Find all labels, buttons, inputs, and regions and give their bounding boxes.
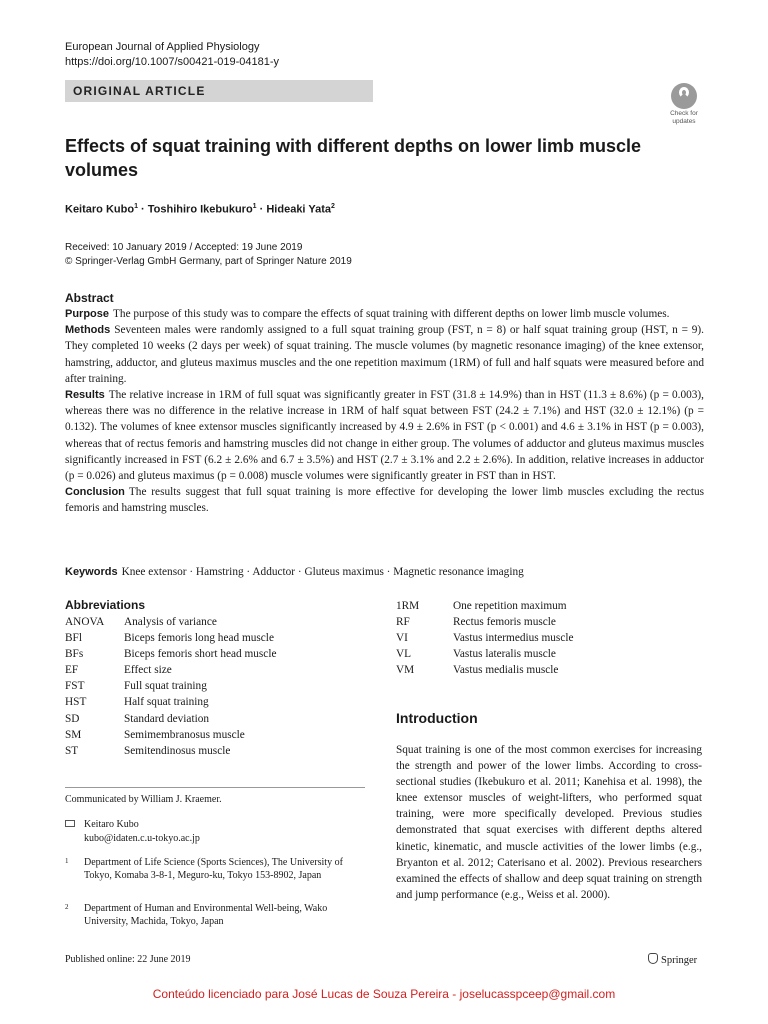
author-name[interactable]: Toshihiro Ikebukuro: [147, 203, 253, 216]
abbreviation-definition: Standard deviation: [124, 712, 210, 725]
abstract-section-text: The results suggest that full squat training is more effective for developing the lower limb muscles excluding the rectus femoris and hamstring muscles.: [65, 486, 704, 515]
corresponding-author: [65, 818, 200, 845]
abbreviations-list-right: [396, 598, 716, 678]
abstract-results: [65, 387, 704, 484]
keywords-label: Keywords: [65, 566, 118, 578]
abbreviation-row: [65, 727, 365, 743]
abbreviation-row: [396, 614, 716, 630]
abstract-purpose: [65, 306, 704, 322]
abbreviation-row: [65, 743, 365, 759]
introduction-body: Squat training is one of the most common exercises for increasing the strength and power of the lower limbs. According to cross-sectional studies (Ikebukuro et al. 2011; Kanehisa et al. 1998), the knee extensor muscles of weight-lifters, who performed squat training, were more specifically developed. Previous studies demonstrated that squat exercises with different depths altered kinetic, kinematic, and muscle activities of the lower limbs (e.g., Bryanton et al. 2012; Caterisano et al. 2002). Previous researchers examined the effects of shallow and deep squat training on strength and jump performance (e.g., Weiss et al. 2000).: [396, 744, 702, 901]
abbreviation-term: SM: [65, 728, 82, 741]
author-name[interactable]: Hideaki Yata: [266, 203, 331, 216]
author-name[interactable]: Keitaro Kubo: [65, 203, 135, 216]
keywords-text: Knee extensor · Hamstring · Adductor · Gluteus maximus · Magnetic resonance imaging: [121, 566, 524, 578]
footnote-divider: [65, 787, 365, 788]
abbreviation-definition: Analysis of variance: [124, 616, 217, 628]
abbreviation-definition: Biceps femoris short head muscle: [124, 648, 277, 661]
check-for-updates-badge[interactable]: [664, 83, 704, 125]
abbreviation-term: ST: [65, 744, 79, 757]
author-affiliation-ref: 1: [134, 203, 138, 210]
abstract-methods: [65, 322, 704, 387]
doi-link[interactable]: https://doi.org/10.1007/s00421-019-04181-y: [65, 56, 280, 68]
received-accepted-dates: Received: 10 January 2019 / Accepted: 19 June 2019: [65, 242, 303, 253]
affiliation-number: 2: [65, 903, 69, 911]
abstract-conclusion: [65, 484, 704, 516]
affiliation-text: Department of Life Science (Sports Sciences), The University of Tokyo, Komaba 3-8-1, Meguro-ku, Tokyo 153-8902, Japan: [84, 857, 343, 881]
copyright-notice: © Springer-Verlag GmbH Germany, part of Springer Nature 2019: [65, 256, 352, 267]
abbreviation-row: [396, 646, 716, 662]
abbreviation-definition: Vastus lateralis muscle: [453, 648, 556, 661]
abbreviation-row: [65, 711, 365, 727]
affiliation-number: 1: [65, 857, 69, 865]
abbreviation-term: VL: [396, 648, 412, 661]
abstract-section-text: The relative increase in 1RM of full squat was significantly greater in FST (31.8 ± 14.9%) than in HST (11.3 ± 8.6%) (p = 0.003), whereas there was no difference in the relative increase in 1RM of half squat between FST (24.2 ± 7.1%) and HST (32.0 ± 12.1%) (p = 0.132). The volumes of knee extensor muscles significantly increased by 4.9 ± 2.6% in FST (p < 0.001) and 4.6 ± 3.1% in HST (p = 0.003), whereas that of rectus femoris and hamstring muscles did not change in either group. The volumes of adductor and gluteus maximus muscles significantly increased in FST (6.2 ± 2.6% and 6.7 ± 3.5%) and HST (2.7 ± 3.1% and 2.2 ± 2.6%). In addition, relative increases in adductor (p = 0.026) and gluteus maximus (p = 0.008) muscle volumes were significantly greater in FST than in HST.: [65, 389, 704, 483]
abbreviation-term: BFs: [65, 648, 84, 661]
affiliation-2: [65, 903, 364, 928]
abbreviation-definition: Half squat training: [124, 696, 209, 709]
author-separator: ·: [256, 203, 267, 216]
communicated-by: Communicated by William J. Kraemer.: [65, 794, 222, 805]
envelope-icon: [65, 820, 75, 827]
author-separator: ·: [137, 203, 148, 216]
abbreviation-row: [65, 694, 365, 710]
abbreviation-term: RF: [396, 616, 410, 629]
abbreviation-term: FST: [65, 680, 85, 693]
abstract-section-label: Methods: [65, 324, 111, 337]
corresponding-author-email[interactable]: kubo@idaten.c.u-tokyo.ac.jp: [84, 832, 200, 844]
article-title: Effects of squat training with different depths on lower limb muscle volumes: [65, 136, 642, 180]
abbreviation-term: ANOVA: [65, 616, 105, 628]
author-list: [65, 203, 335, 216]
abbreviation-definition: Vastus intermedius muscle: [453, 632, 574, 645]
corresponding-author-name: Keitaro Kubo: [84, 819, 139, 830]
abstract-body: [65, 306, 704, 517]
abbreviation-definition: Rectus femoris muscle: [453, 616, 556, 629]
abbreviation-definition: One repetition maximum: [453, 600, 567, 612]
publisher-name: Springer: [661, 955, 698, 966]
abbreviations-list-left: [65, 614, 365, 759]
check-for-updates-icon: [671, 83, 697, 109]
abbreviation-term: VI: [396, 632, 408, 645]
springer-horse-icon: [648, 953, 658, 964]
abbreviation-definition: Biceps femoris long head muscle: [124, 632, 274, 645]
abbreviation-term: BFl: [65, 632, 82, 645]
abstract-heading: Abstract: [65, 291, 114, 305]
abbreviation-definition: Full squat training: [124, 680, 207, 693]
abbreviation-term: HST: [65, 696, 87, 709]
abstract-section-text: The purpose of this study was to compare the effects of squat training with different depths on lower limb muscle volumes.: [113, 308, 670, 320]
abstract-section-label: Purpose: [65, 308, 110, 320]
journal-header: [65, 40, 279, 70]
abbreviation-row: [396, 630, 716, 646]
abbreviation-definition: Semimembranosus muscle: [124, 728, 245, 741]
affiliation-1: [65, 857, 364, 882]
abbreviation-definition: Semitendinosus muscle: [124, 744, 231, 757]
affiliation-text: Department of Human and Environmental Well-being, Wako University, Machida, Tokyo, Japan: [84, 903, 328, 927]
keywords: [65, 566, 524, 578]
abbreviation-row: [65, 646, 365, 662]
abbreviation-row: [65, 630, 365, 646]
author-affiliation-ref: 1: [252, 203, 257, 210]
abbreviation-term: 1RM: [396, 600, 420, 612]
publication-dates: [65, 241, 352, 269]
journal-name: European Journal of Applied Physiology: [65, 41, 260, 53]
introduction-heading: Introduction: [396, 710, 478, 726]
abbreviations-heading: Abbreviations: [65, 598, 146, 612]
abbreviation-term: SD: [65, 712, 80, 725]
check-for-updates-line2: updates: [672, 118, 696, 125]
abbreviation-row: [396, 598, 716, 614]
license-watermark: Conteúdo licenciado para José Lucas de Souza Pereira - joselucasspceep@gmail.com: [152, 987, 616, 1001]
author-affiliation-ref: 2: [330, 203, 335, 210]
abbreviation-definition: Vastus medialis muscle: [453, 664, 559, 677]
abstract-section-text: Seventeen males were randomly assigned to a full squat training group (FST, n = 8) or half squat training group (HST, n = 9). They completed 10 weeks (2 days per week) of squat training. The muscle volumes (by magnetic resonance imaging) of the knee extensor, hamstring, adductor, and gluteus maximus muscles and the one repetition maximum (1RM) of full and half squats were measured before and after training.: [65, 324, 704, 385]
check-for-updates-line1: Check for: [670, 110, 698, 117]
abbreviation-term: VM: [396, 664, 415, 677]
abstract-section-label: Results: [65, 389, 105, 402]
article-type-banner: ORIGINAL ARTICLE: [65, 80, 373, 102]
abbreviation-definition: Effect size: [124, 664, 172, 677]
abbreviation-term: EF: [65, 664, 79, 677]
abbreviation-row: [65, 662, 365, 678]
publisher-logo: [648, 953, 697, 966]
abstract-section-label: Conclusion: [65, 486, 125, 499]
abbreviation-row: [65, 678, 365, 694]
abbreviation-row: [65, 614, 365, 630]
abbreviation-row: [396, 662, 716, 678]
published-online-date: Published online: 22 June 2019: [65, 954, 191, 965]
